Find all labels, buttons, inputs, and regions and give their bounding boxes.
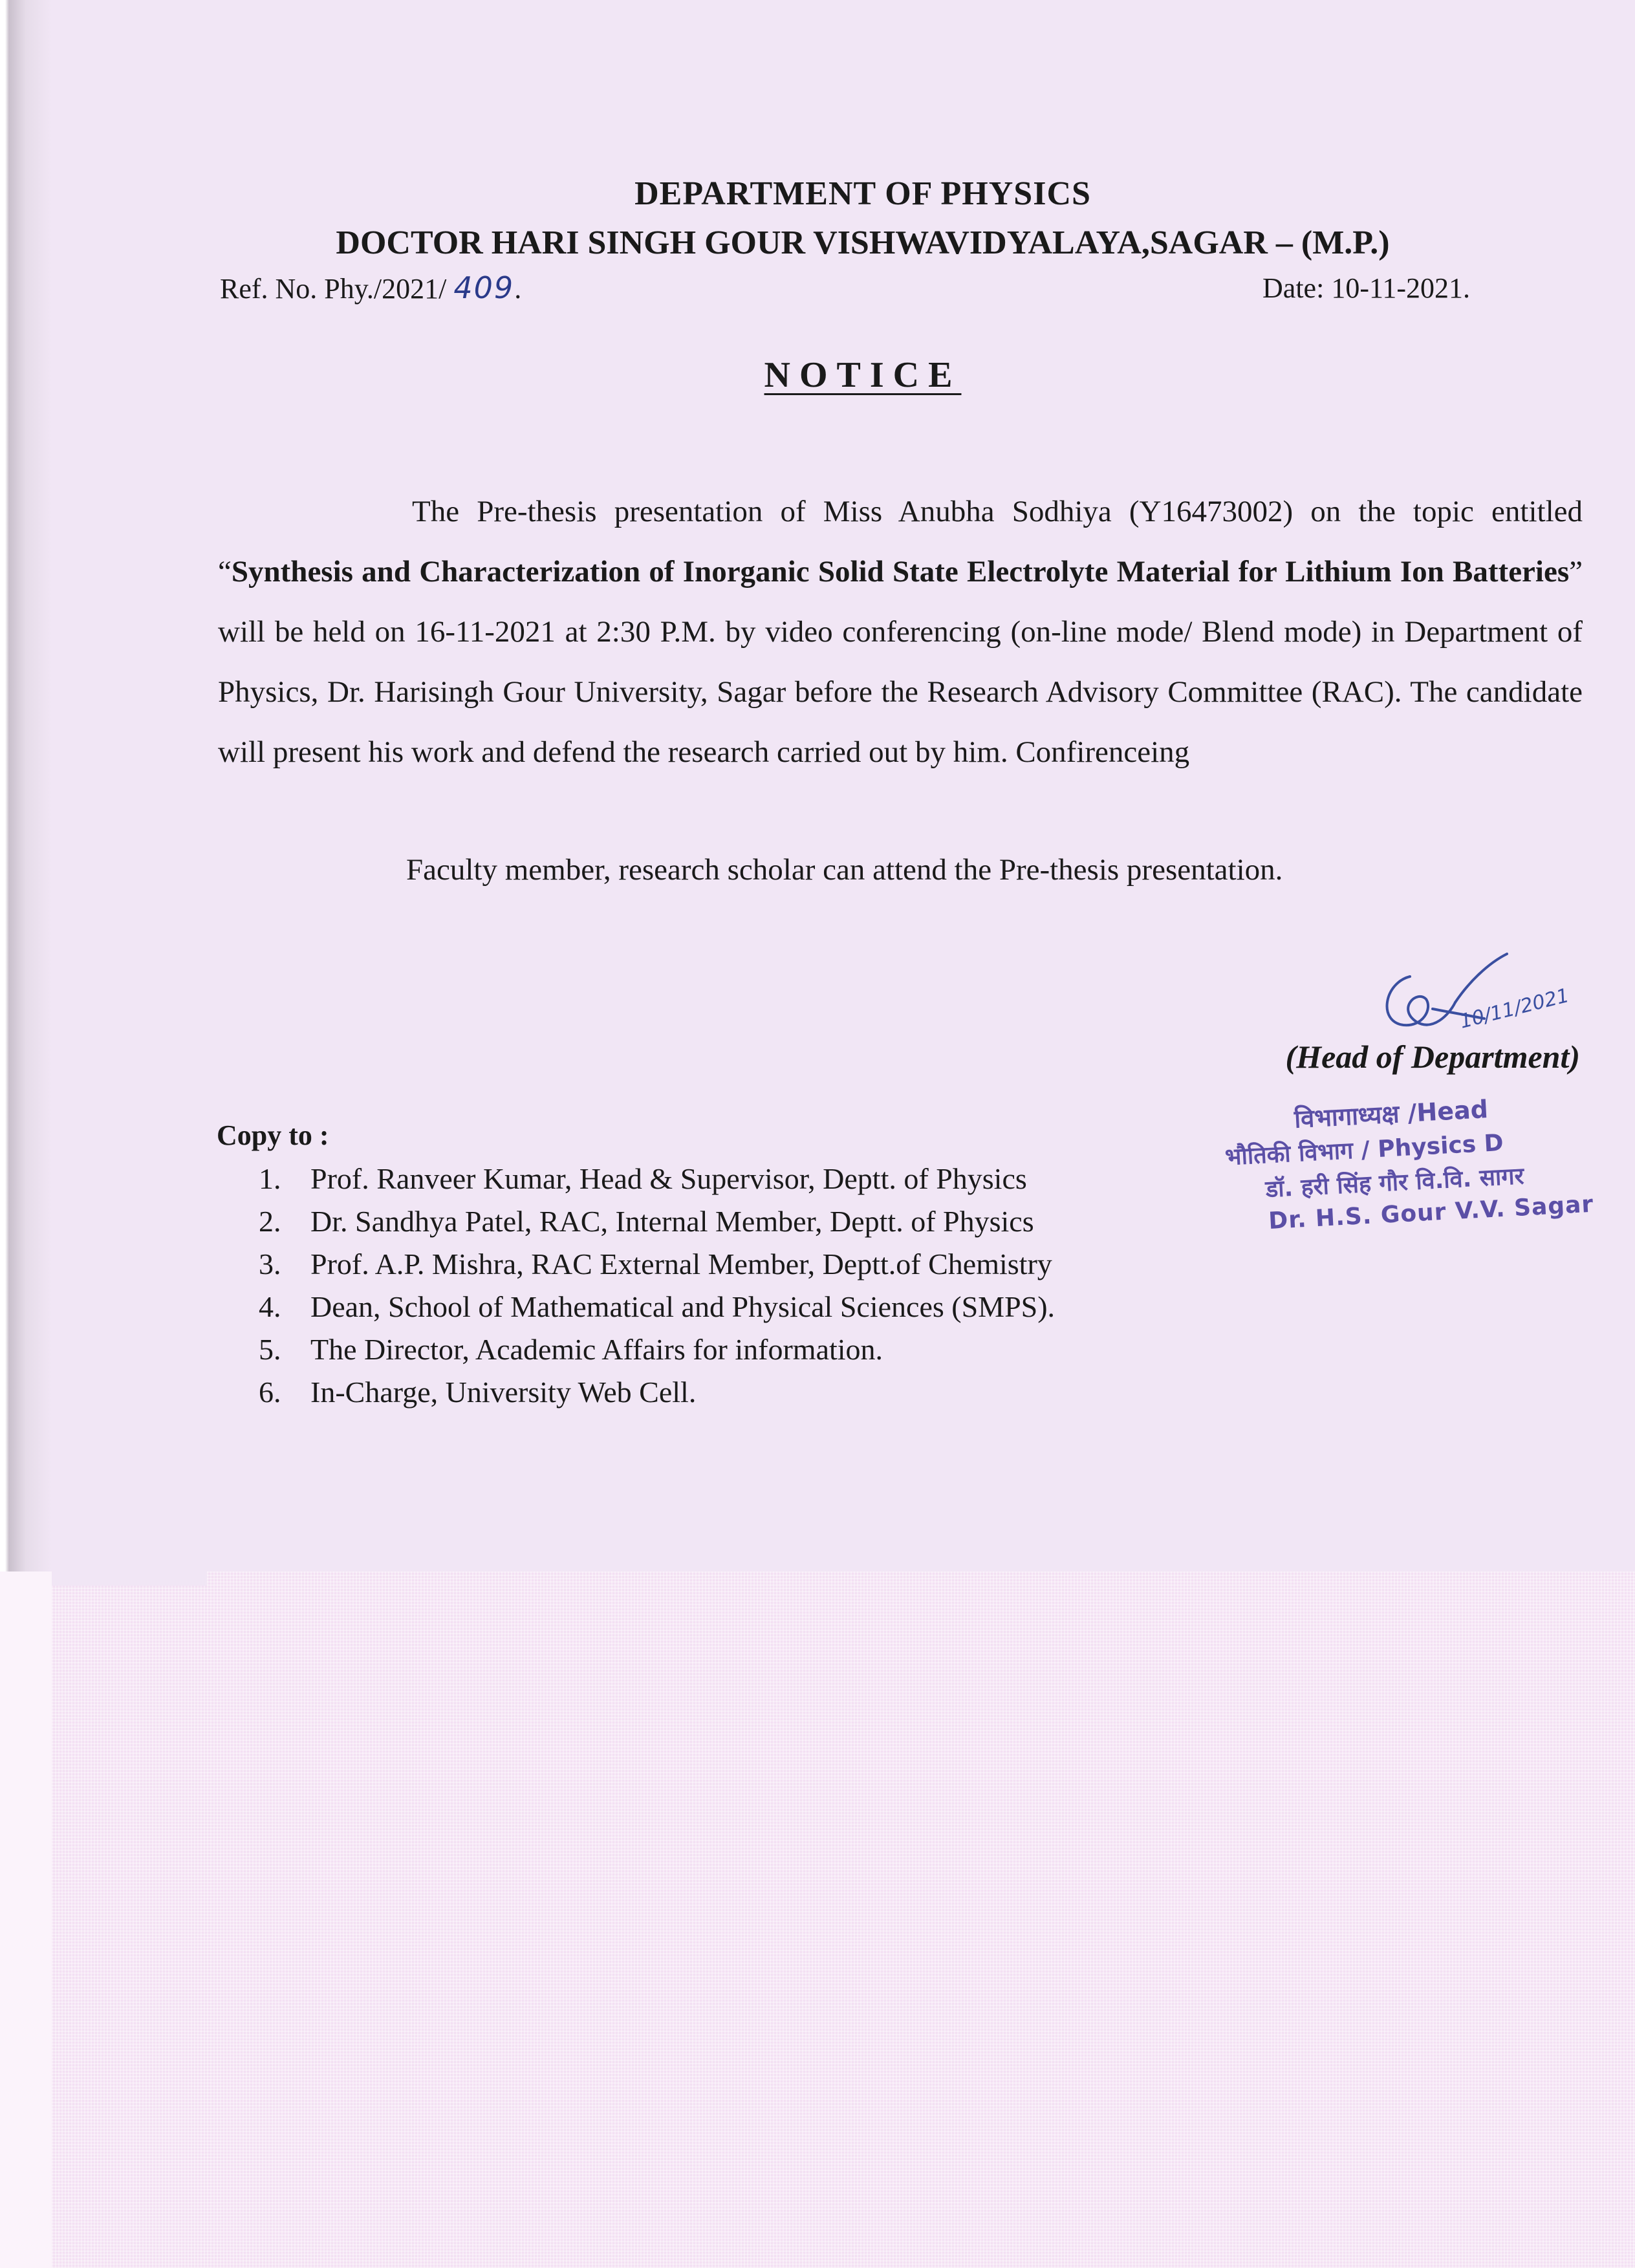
list-item (259, 1286, 1055, 1328)
copy-to-list (259, 1158, 1055, 1414)
copy-to-label: Copy to : (217, 1119, 329, 1151)
notice-heading (0, 354, 1635, 396)
list-number: 3. (259, 1247, 281, 1280)
list-number: 2. (259, 1205, 281, 1238)
list-number: 5. (259, 1333, 281, 1366)
notice-body-paragraph (218, 482, 1583, 783)
list-item (259, 1243, 1055, 1286)
list-text: The Director, Academic Affairs for information. (310, 1333, 883, 1366)
notice-title: NOTICE (764, 355, 962, 395)
list-number: 6. (259, 1376, 281, 1409)
list-number: 4. (259, 1290, 281, 1323)
scan-border-left (0, 1571, 52, 2268)
paragraph-part-1: The Pre-thesis presentation of Miss Anubha Sodhiya (Y16473002) on the topic entitled “ (218, 495, 1583, 589)
list-text: Prof. Ranveer Kumar, Head & Supervisor, Deptt. of Physics (310, 1162, 1027, 1195)
stamp-line-1: विभागाध्यक्ष /Head (1294, 1095, 1489, 1134)
stamp-line-4: Dr. H.S. Gour V.V. Sagar (1268, 1191, 1595, 1235)
scan-lower-area (0, 1571, 1635, 2268)
list-number: 1. (259, 1162, 281, 1195)
paragraph-part-2: ” will be held on 16-11-2021 at 2:30 P.M. by video conferencing (on-line mode/ Blend mode) in Department of Physics, Dr. Harisingh Gour University, Sagar before the Research Advisory Committee (RAC). The candidate will present his work and defend the research carried out by him. Confirenceing (218, 555, 1583, 769)
stamp-line-3: डॉ. हरी सिंह गौर वि.वि. सागर (1264, 1163, 1525, 1204)
list-text: Dean, School of Mathematical and Physical Sciences (SMPS). (310, 1290, 1056, 1323)
reference-number (220, 270, 521, 305)
head-of-department-label: (Head of Department) (1285, 1039, 1580, 1075)
signature (1371, 938, 1591, 1054)
department-title: DEPARTMENT OF PHYSICS (634, 175, 1091, 212)
department-stamp (1216, 1087, 1595, 1237)
thesis-topic: Synthesis and Characterization of Inorganic Solid State Electrolyte Material for Lithium Ion Batteries (231, 555, 1570, 589)
list-item (259, 1328, 1055, 1371)
list-item (259, 1200, 1055, 1243)
list-text: Prof. A.P. Mishra, RAC External Member, Deptt.of Chemistry (310, 1247, 1052, 1280)
list-text: Dr. Sandhya Patel, RAC, Internal Member, Deptt. of Physics (310, 1205, 1034, 1238)
ref-handwritten-number: 409 (453, 270, 515, 305)
ref-prefix: Ref. No. Phy./2021/ (220, 273, 454, 305)
attendance-paragraph: Faculty member, research scholar can attend the Pre-thesis presentation. (406, 853, 1283, 887)
notice-date: Date: 10-11-2021. (1262, 272, 1470, 304)
list-item (259, 1371, 1055, 1414)
ref-suffix: . (514, 273, 522, 305)
list-text: In-Charge, University Web Cell. (310, 1376, 697, 1409)
university-title: DOCTOR HARI SINGH GOUR VISHWAVIDYALAYA,SAGAR – (M.P.) (336, 224, 1390, 261)
signature-date: 10/11/2021 (1457, 984, 1572, 1033)
list-item (259, 1158, 1055, 1200)
stamp-line-2: भौतिकी विभाग / Physics D (1224, 1129, 1504, 1171)
